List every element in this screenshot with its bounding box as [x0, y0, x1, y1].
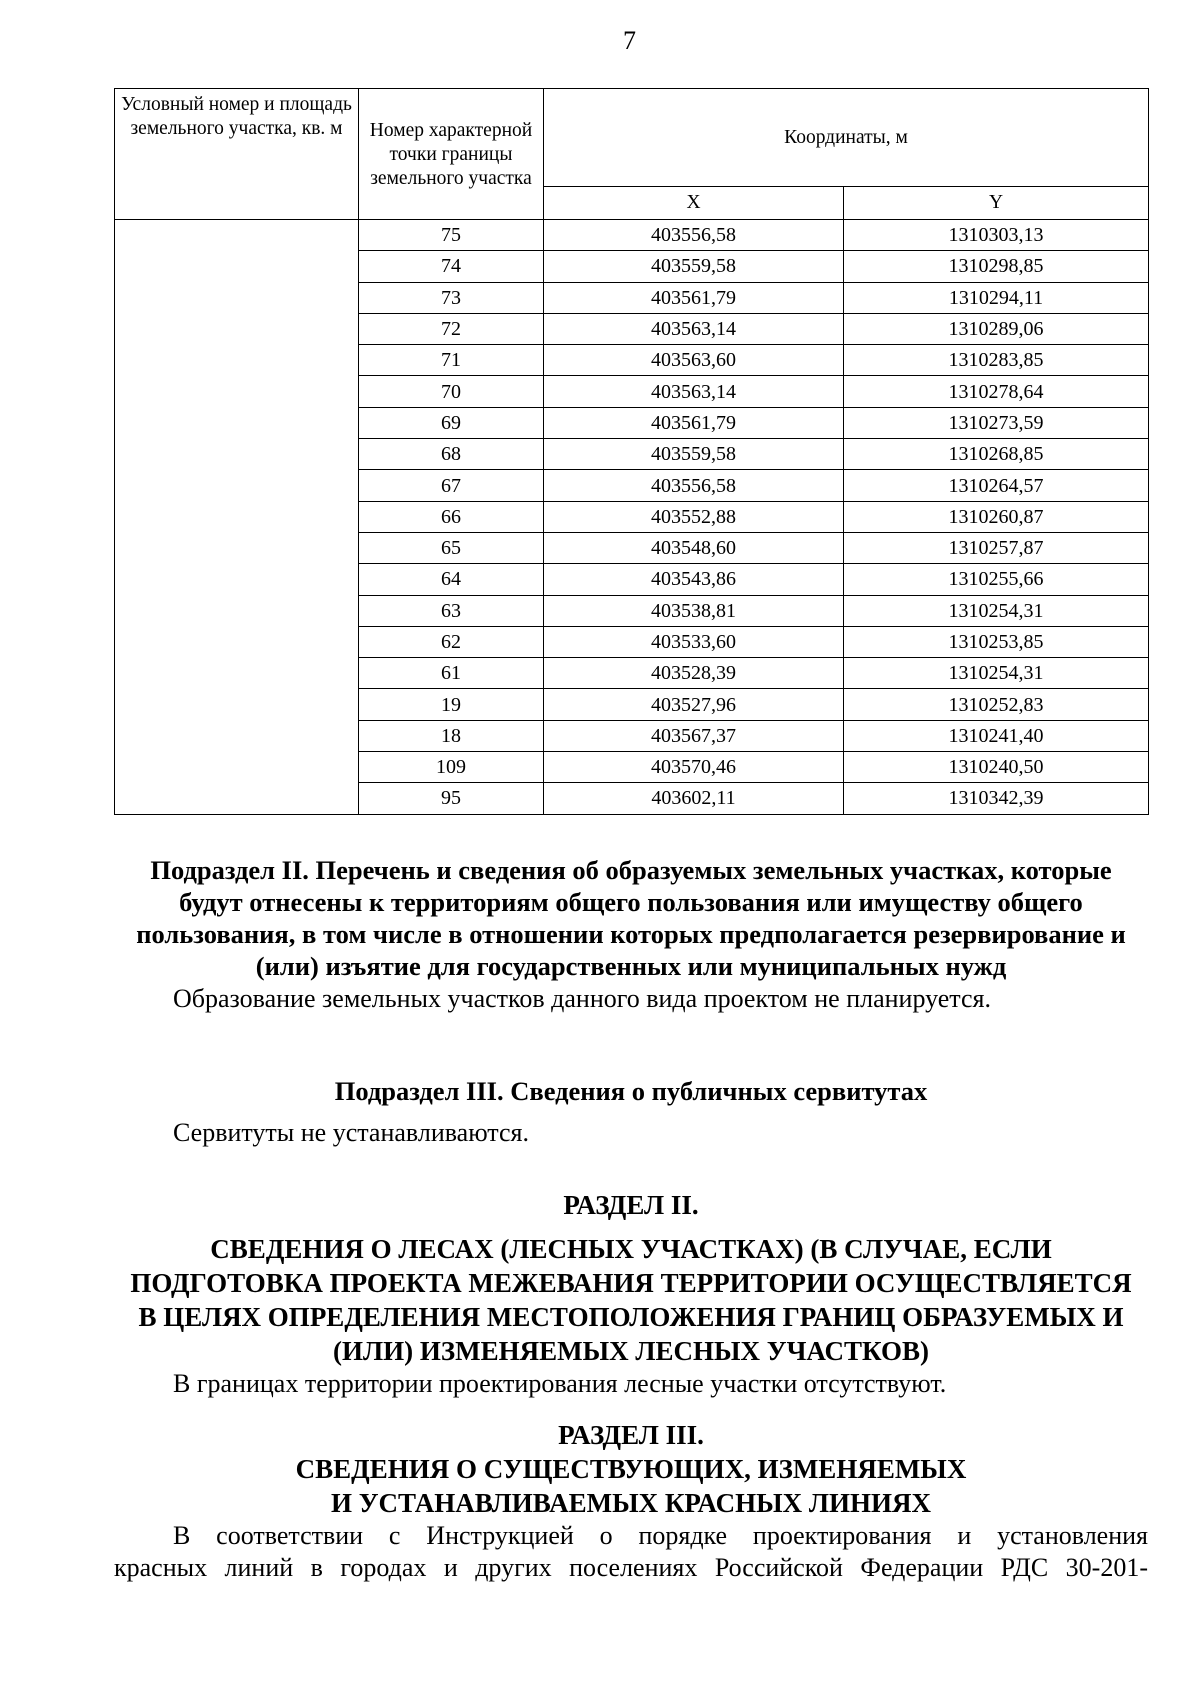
point-number-cell: 71 [359, 345, 544, 376]
x-coordinate-cell: 403561,79 [544, 407, 844, 438]
point-number-cell: 64 [359, 564, 544, 595]
subsection-3 [114, 1075, 1148, 1149]
section-2-title: РАЗДЕЛ II. [563, 1190, 699, 1220]
header-x: X [544, 187, 844, 220]
point-number-cell: 19 [359, 689, 544, 720]
section-3-title: РАЗДЕЛ III. [558, 1420, 704, 1450]
x-coordinate-cell: 403528,39 [544, 658, 844, 689]
point-number-cell: 62 [359, 626, 544, 657]
point-number-cell: 72 [359, 313, 544, 344]
x-coordinate-cell: 403533,60 [544, 626, 844, 657]
y-coordinate-cell: 1310283,85 [844, 345, 1149, 376]
x-coordinate-cell: 403563,60 [544, 345, 844, 376]
header-point-number: Номер характерной точки границы земельного участка [359, 89, 544, 220]
y-coordinate-cell: 1310254,31 [844, 658, 1149, 689]
section-2 [114, 1188, 1148, 1400]
x-coordinate-cell: 403548,60 [544, 532, 844, 563]
page-number: 7 [623, 26, 636, 55]
section-3-heading-line1: СВЕДЕНИЯ О СУЩЕСТВУЮЩИХ, ИЗМЕНЯЕМЫХ [295, 1454, 967, 1484]
point-number-cell: 109 [359, 752, 544, 783]
section-3 [114, 1418, 1148, 1584]
table-body [115, 220, 1149, 815]
y-coordinate-cell: 1310294,11 [844, 282, 1149, 313]
point-number-cell: 69 [359, 407, 544, 438]
point-number-cell: 95 [359, 783, 544, 814]
x-coordinate-cell: 403602,11 [544, 783, 844, 814]
x-coordinate-cell: 403559,58 [544, 251, 844, 282]
header-parcel: Условный номер и площадь земельного участка, кв. м [115, 89, 359, 220]
x-coordinate-cell: 403563,14 [544, 376, 844, 407]
section-3-text-line2: красных линий в городах и других поселениях Российской Федерации РДС 30-201- [114, 1553, 1148, 1582]
point-number-cell: 75 [359, 220, 544, 251]
point-number-cell: 74 [359, 251, 544, 282]
x-coordinate-cell: 403527,96 [544, 689, 844, 720]
table-row [115, 220, 1149, 251]
y-coordinate-cell: 1310241,40 [844, 720, 1149, 751]
x-coordinate-cell: 403556,58 [544, 220, 844, 251]
y-coordinate-cell: 1310260,87 [844, 501, 1149, 532]
header-coordinates: Координаты, м [544, 89, 1149, 187]
y-coordinate-cell: 1310342,39 [844, 783, 1149, 814]
x-coordinate-cell: 403543,86 [544, 564, 844, 595]
point-number-cell: 18 [359, 720, 544, 751]
point-number-cell: 73 [359, 282, 544, 313]
x-coordinate-cell: 403570,46 [544, 752, 844, 783]
section-3-heading-line2: И УСТАНАВЛИВАЕМЫХ КРАСНЫХ ЛИНИЯХ [330, 1488, 932, 1518]
subsection-2-heading: Подраздел II. Перечень и сведения об образуемых земельных участках, которые будут отнесены к территориям общего пользования или имуществу общего пользования, в том числе в отношении которых предполагается резервирование и (или) изъятие для государственных или муниципальных нужд [136, 855, 1126, 981]
section-2-text: В границах территории проектирования лесные участки отсутствуют. [173, 1369, 947, 1398]
header-y: Y [844, 187, 1149, 220]
y-coordinate-cell: 1310253,85 [844, 626, 1149, 657]
y-coordinate-cell: 1310254,31 [844, 595, 1149, 626]
point-number-cell: 63 [359, 595, 544, 626]
point-number-cell: 67 [359, 470, 544, 501]
x-coordinate-cell: 403538,81 [544, 595, 844, 626]
y-coordinate-cell: 1310273,59 [844, 407, 1149, 438]
y-coordinate-cell: 1310268,85 [844, 439, 1149, 470]
subsection-2 [114, 854, 1148, 1015]
x-coordinate-cell: 403556,58 [544, 470, 844, 501]
coordinates-table [114, 88, 1149, 815]
parcel-cell [115, 220, 359, 815]
y-coordinate-cell: 1310264,57 [844, 470, 1149, 501]
point-number-cell: 61 [359, 658, 544, 689]
y-coordinate-cell: 1310298,85 [844, 251, 1149, 282]
point-number-cell: 70 [359, 376, 544, 407]
subsection-2-text: Образование земельных участков данного вида проектом не планируется. [173, 984, 991, 1013]
section-3-text-line1: В соответствии с Инструкцией о порядке проектирования и установления [173, 1521, 1148, 1550]
x-coordinate-cell: 403567,37 [544, 720, 844, 751]
section-2-heading: СВЕДЕНИЯ О ЛЕСАХ (ЛЕСНЫХ УЧАСТКАХ) (В СЛУЧАЕ, ЕСЛИ ПОДГОТОВКА ПРОЕКТА МЕЖЕВАНИЯ ТЕРРИТОРИИ ОСУЩЕСТВЛЯЕТСЯ В ЦЕЛЯХ ОПРЕДЕЛЕНИЯ МЕСТОПОЛОЖЕНИЯ ГРАНИЦ ОБРАЗУЕМЫХ И (ИЛИ) ИЗМЕНЯЕМЫХ ЛЕСНЫХ УЧАСТКОВ) [130, 1234, 1132, 1366]
point-number-cell: 68 [359, 439, 544, 470]
x-coordinate-cell: 403559,58 [544, 439, 844, 470]
subsection-3-text: Сервитуты не устанавливаются. [173, 1118, 529, 1147]
point-number-cell: 65 [359, 532, 544, 563]
y-coordinate-cell: 1310257,87 [844, 532, 1149, 563]
x-coordinate-cell: 403552,88 [544, 501, 844, 532]
y-coordinate-cell: 1310255,66 [844, 564, 1149, 595]
x-coordinate-cell: 403563,14 [544, 313, 844, 344]
subsection-3-heading: Подраздел III. Сведения о публичных сервитутах [334, 1076, 928, 1106]
x-coordinate-cell: 403561,79 [544, 282, 844, 313]
y-coordinate-cell: 1310252,83 [844, 689, 1149, 720]
y-coordinate-cell: 1310303,13 [844, 220, 1149, 251]
y-coordinate-cell: 1310240,50 [844, 752, 1149, 783]
y-coordinate-cell: 1310289,06 [844, 313, 1149, 344]
y-coordinate-cell: 1310278,64 [844, 376, 1149, 407]
point-number-cell: 66 [359, 501, 544, 532]
